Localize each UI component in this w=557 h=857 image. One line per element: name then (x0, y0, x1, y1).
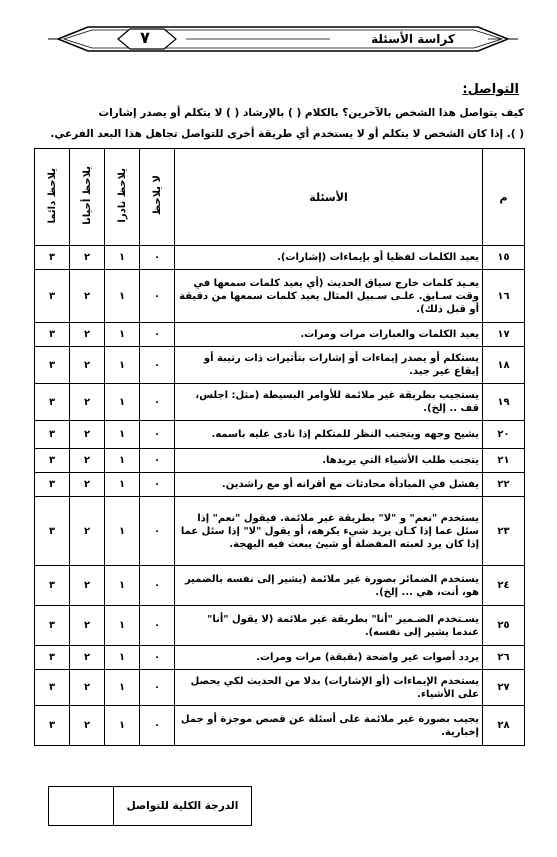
score-never[interactable]: ٠ (140, 646, 175, 670)
score-always[interactable]: ٣ (35, 706, 70, 746)
question-text: يعيد الكلمات والعبارات مرات ومرات. (175, 323, 483, 347)
score-never[interactable]: ٠ (140, 449, 175, 473)
table-row (35, 497, 525, 566)
score-rarely[interactable]: ١ (105, 606, 140, 646)
score-sometimes[interactable]: ٢ (70, 706, 105, 746)
total-score-box (48, 786, 252, 826)
total-score-value[interactable] (49, 787, 114, 826)
question-number: ١٦ (483, 270, 525, 323)
questions-table (34, 148, 525, 746)
question-number: ١٧ (483, 323, 525, 347)
table-row (35, 246, 525, 270)
score-rarely[interactable]: ١ (105, 270, 140, 323)
page-number: ٧ (140, 28, 150, 47)
score-never[interactable]: ٠ (140, 566, 175, 606)
question-text: يفشل في المبادأة محادثات مع أقرانه أو مع راشدين. (175, 473, 483, 497)
score-always[interactable]: ٣ (35, 246, 70, 270)
question-text: يتجنب طلب الأشياء التي يريدها. (175, 449, 483, 473)
score-sometimes[interactable]: ٢ (70, 323, 105, 347)
question-text: يشيح وجهه ويتجنب النظر للمتكلم إذا نادى عليه باسمه. (175, 421, 483, 449)
table-row (35, 449, 525, 473)
score-always[interactable]: ٣ (35, 670, 70, 706)
score-rarely[interactable]: ١ (105, 473, 140, 497)
table-row (35, 473, 525, 497)
score-never[interactable]: ٠ (140, 246, 175, 270)
score-never[interactable]: ٠ (140, 497, 175, 566)
score-always[interactable]: ٣ (35, 606, 70, 646)
score-always[interactable]: ٣ (35, 421, 70, 449)
intro-line-1: كيف يتواصل هذا الشخص بالآخرين؟ بالكلام ( ) بالإرشاد ( ) لا يتكلم أو يصدر إشارات (98, 107, 524, 119)
score-rarely[interactable]: ١ (105, 566, 140, 606)
table-row (35, 566, 525, 606)
score-sometimes[interactable]: ٢ (70, 449, 105, 473)
question-number: ٢٣ (483, 497, 525, 566)
question-text: يستكلم أو يصدر إيماءات أو إشارات بتأثيرات ذات رتيبة أو إيقاع غير جيد. (175, 347, 483, 384)
score-always[interactable]: ٣ (35, 497, 70, 566)
score-rarely[interactable]: ١ (105, 670, 140, 706)
header-rarely: يلاحظ نادرا (105, 149, 140, 246)
score-sometimes[interactable]: ٢ (70, 246, 105, 270)
score-sometimes[interactable]: ٢ (70, 347, 105, 384)
score-rarely[interactable]: ١ (105, 706, 140, 746)
score-never[interactable]: ٠ (140, 323, 175, 347)
question-number: ٢١ (483, 449, 525, 473)
question-number: ١٨ (483, 347, 525, 384)
score-never[interactable]: ٠ (140, 270, 175, 323)
intro-line-2: ( ). إذا كان الشخص لا يتكلم أو لا يستخدم أي طريقة أخرى للتواصل تجاهل هذا البعد الفرعي. (50, 128, 524, 140)
score-sometimes[interactable]: ٢ (70, 646, 105, 670)
score-always[interactable]: ٣ (35, 270, 70, 323)
section-title: التواصل: (462, 82, 519, 97)
score-rarely[interactable]: ١ (105, 323, 140, 347)
score-rarely[interactable]: ١ (105, 421, 140, 449)
header-always: يلاحظ دائما (35, 149, 70, 246)
table-header-row (35, 149, 525, 246)
question-text: يستخدم الضمائر بصورة غير ملائمة (يشير إلى نفسه بالضمير هو، أنت، هي ... إلخ). (175, 566, 483, 606)
score-never[interactable]: ٠ (140, 670, 175, 706)
question-number: ١٥ (483, 246, 525, 270)
question-number: ١٩ (483, 384, 525, 421)
header-never: لا يلاحظ (140, 149, 175, 246)
score-sometimes[interactable]: ٢ (70, 384, 105, 421)
score-never[interactable]: ٠ (140, 421, 175, 449)
score-always[interactable]: ٣ (35, 323, 70, 347)
score-sometimes[interactable]: ٢ (70, 606, 105, 646)
question-number: ٢٢ (483, 473, 525, 497)
score-never[interactable]: ٠ (140, 347, 175, 384)
score-never[interactable]: ٠ (140, 384, 175, 421)
question-text: يستخدم "نعم" و "لا" بطريقة غير ملائمة. فيقول "نعم" إذا سئل عما إذا كـان يريد شيء يكرهه، أو يقول "لا" إذا سئل عما إذا كان يرد لعبته المفضلة أو شيئ يبعث فيه البهجة. (175, 497, 483, 566)
score-sometimes[interactable]: ٢ (70, 670, 105, 706)
table-row (35, 606, 525, 646)
table-row (35, 670, 525, 706)
score-sometimes[interactable]: ٢ (70, 566, 105, 606)
score-sometimes[interactable]: ٢ (70, 497, 105, 566)
score-rarely[interactable]: ١ (105, 246, 140, 270)
score-always[interactable]: ٣ (35, 473, 70, 497)
question-number: ٢٨ (483, 706, 525, 746)
table-row (35, 347, 525, 384)
score-sometimes[interactable]: ٢ (70, 270, 105, 323)
header-banner (48, 24, 518, 54)
table-row (35, 421, 525, 449)
score-always[interactable]: ٣ (35, 566, 70, 606)
score-rarely[interactable]: ١ (105, 497, 140, 566)
question-number: ٢٧ (483, 670, 525, 706)
header-num: م (483, 149, 525, 246)
question-number: ٢٠ (483, 421, 525, 449)
table-row (35, 270, 525, 323)
question-text: يردد أصوات غير واضحة (بقبقة) مرات ومرات. (175, 646, 483, 670)
header-title: كراسة الأسئلة (371, 32, 455, 46)
question-text: يسـتخدم الضـمير "أنا" بطريقة غير ملائمة (لا يقول "أنا" عندما يشير إلى نفسه). (175, 606, 483, 646)
question-number: ٢٦ (483, 646, 525, 670)
score-rarely[interactable]: ١ (105, 646, 140, 670)
question-number: ٢٤ (483, 566, 525, 606)
question-text: يستجيب بطريقة غير ملائمة للأوامر البسيطة (مثل: اجلس، قف .. إلخ). (175, 384, 483, 421)
total-score-label: الدرجة الكلية للتواصل (114, 787, 252, 826)
score-always[interactable]: ٣ (35, 384, 70, 421)
question-text: يستخدم الإيماءات (أو الإشارات) بدلا من الحديث لكي يحصل على الأشياء. (175, 670, 483, 706)
question-text: يعـيد كلمات خارج سياق الحديث (أي يعيد كلمات سمعها في وقت سـابق. علـى سـبيل المثال يعيد كلمات سمعها من دقيقة أو قبل ذلك). (175, 270, 483, 323)
score-rarely[interactable]: ١ (105, 384, 140, 421)
question-number: ٢٥ (483, 606, 525, 646)
header-question: الأسئلة (175, 149, 483, 246)
header-sometimes: يلاحظ أحيانا (70, 149, 105, 246)
score-always[interactable]: ٣ (35, 646, 70, 670)
score-never[interactable]: ٠ (140, 706, 175, 746)
table-row (35, 706, 525, 746)
table-row (35, 646, 525, 670)
score-sometimes[interactable]: ٢ (70, 473, 105, 497)
score-always[interactable]: ٣ (35, 347, 70, 384)
score-never[interactable]: ٠ (140, 606, 175, 646)
score-rarely[interactable]: ١ (105, 449, 140, 473)
question-text: يجيب بصورة غير ملائمة على أسئلة عن قصص موجزة أو جمل إخبارية. (175, 706, 483, 746)
question-text: يعيد الكلمات لفظيا أو بإيماءات (إشارات). (175, 246, 483, 270)
score-rarely[interactable]: ١ (105, 347, 140, 384)
table-row (35, 384, 525, 421)
score-sometimes[interactable]: ٢ (70, 421, 105, 449)
score-never[interactable]: ٠ (140, 473, 175, 497)
score-always[interactable]: ٣ (35, 449, 70, 473)
table-row (35, 323, 525, 347)
